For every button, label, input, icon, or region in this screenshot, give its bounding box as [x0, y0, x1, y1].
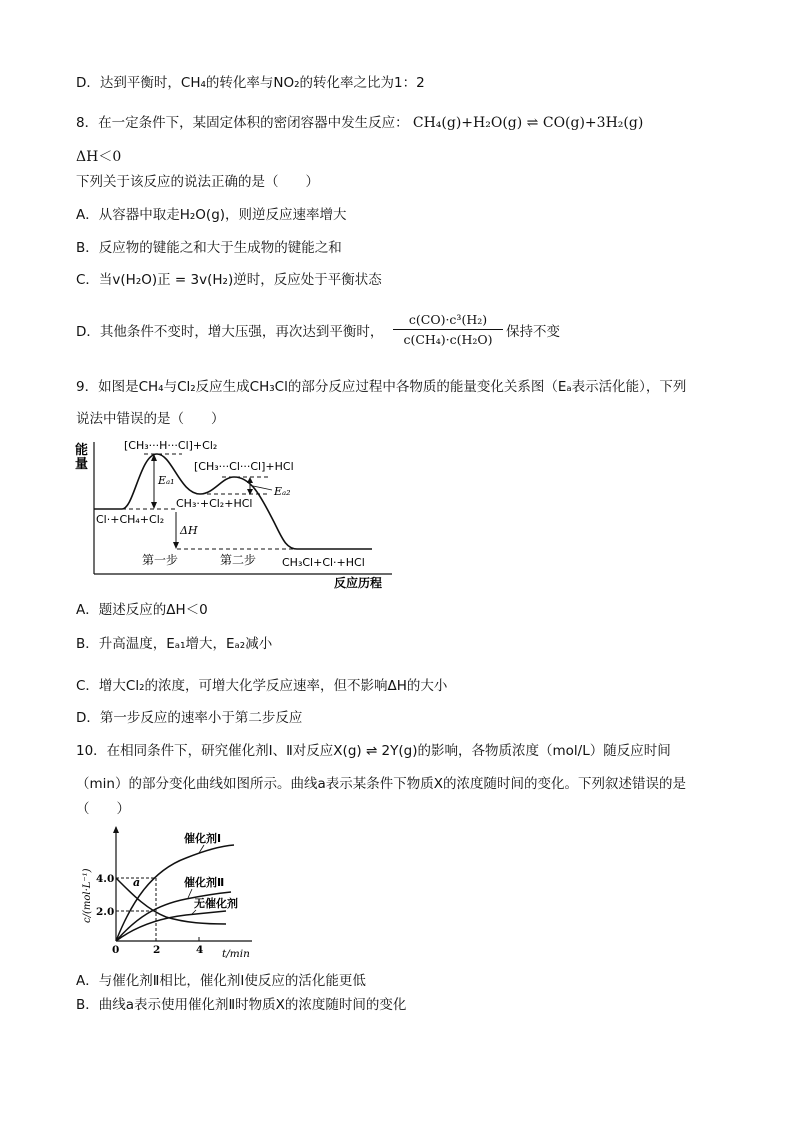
intermediate-label: CH₃·+Cl₂+HCl [176, 497, 253, 510]
q8-option-d-fraction [393, 312, 503, 347]
q9-option-c: C．增大Cl₂的浓度，可增大化学反应速率，但不影响ΔH的大小 [76, 678, 448, 694]
concentration-time-graph [76, 823, 266, 965]
q8-stem-row [76, 113, 643, 133]
delta-h-arrow-head [173, 542, 179, 549]
step2-label: 第二步 [220, 553, 257, 567]
concentration-axis-label: c/(mol·L⁻¹) [82, 868, 93, 923]
q8-question: 下列关于该反应的说法正确的是（ ） [76, 174, 319, 190]
energy-axis-label-2: 量 [75, 457, 89, 472]
y-tick-2: 2.0 [96, 906, 115, 918]
products-label: CH₃Cl+Cl·+HCl [282, 556, 365, 569]
q9-stem-line2: 说法中错误的是（ ） [76, 411, 225, 427]
progress-axis-label: 反应历程 [334, 576, 383, 590]
fraction-numerator: c(CO)·c³(H₂) [393, 312, 503, 330]
q9-option-a: A．题述反应的ΔH＜0 [76, 602, 208, 618]
curve-a-label: a [133, 876, 141, 889]
q10-option-b: B．曲线a表示使用催化剂Ⅱ时物质X的浓度随时间的变化 [76, 997, 407, 1013]
concentration-axis-arrow [113, 826, 119, 833]
q10-stem-line2: （min）的部分变化曲线如图所示。曲线a表示某条件下物质X的浓度随时间的变化。下列叙述错误的是 [76, 776, 686, 792]
energy-axis-label-1: 能 [75, 443, 89, 458]
q10-stem-line1: 10．在相同条件下，研究催化剂Ⅰ、Ⅱ对反应X(g) ⇌ 2Y(g)的影响，各物质浓度（mol/L）随反应时间 [76, 743, 671, 759]
ts1-label: [CH₃···H···Cl]+Cl₂ [124, 439, 218, 452]
q8-option-d-prefix: D．其他条件不变时，增大压强，再次达到平衡时， [76, 324, 384, 340]
ea1-label: Eₐ₁ [158, 474, 175, 487]
ea1-arrow-head-down [151, 502, 157, 509]
q9-option-d: D．第一步反应的速率小于第二步反应 [76, 710, 303, 726]
q9-option-b: B．升高温度，Eₐ₁增大，Eₐ₂减小 [76, 636, 273, 652]
curve-no-catalyst [116, 911, 226, 941]
catalyst-1-label: 催化剂Ⅰ [184, 832, 222, 845]
q9-stem-line1: 9．如图是CH₄与Cl₂反应生成CH₃Cl的部分反应过程中各物质的能量变化关系图（Eₐ表示活化能），下列 [76, 379, 687, 395]
catalyst-2-label: 催化剂Ⅱ [184, 876, 225, 889]
y-tick-4: 4.0 [96, 873, 115, 885]
time-axis-label: t/min [222, 948, 250, 960]
q8-delta-h: ΔH＜0 [76, 149, 122, 165]
ea2-label: Eₐ₂ [274, 485, 291, 498]
q10-stem-line3: （ ） [76, 801, 130, 817]
q8-option-c: C．当v(H₂O)正 = 3v(H₂)逆时，反应处于平衡状态 [76, 272, 382, 288]
q8-option-d-suffix: 保持不变 [506, 324, 560, 340]
step1-label: 第一步 [142, 553, 179, 567]
q8-option-a: A．从容器中取走H₂O(g)，则逆反应速率增大 [76, 207, 347, 223]
energy-diagram [72, 432, 402, 592]
no-catalyst-label: 无催化剂 [194, 897, 238, 910]
q8-stem: 8．在一定条件下，某固定体积的密闭容器中发生反应： [76, 115, 409, 131]
q7-option-d: D．达到平衡时，CH₄的转化率与NO₂的转化率之比为1：2 [76, 75, 425, 91]
q10-option-a: A．与催化剂Ⅱ相比，催化剂Ⅰ使反应的活化能更低 [76, 973, 366, 989]
q8-option-b: B．反应物的键能之和大于生成物的键能之和 [76, 240, 342, 256]
x-tick-2: 2 [153, 944, 161, 956]
reactants-label: Cl·+CH₄+Cl₂ [96, 513, 165, 526]
fraction-denominator: c(CH₄)·c(H₂O) [403, 332, 493, 347]
x-tick-4: 4 [196, 944, 204, 956]
x-tick-0: 0 [112, 944, 120, 956]
ea2-arrow-head-up [247, 477, 253, 483]
catalyst-2-pointer [188, 889, 192, 898]
curve-catalyst-1 [116, 845, 234, 941]
q8-equation: CH₄(g)+H₂O(g) ⇌ CO(g)+3H₂(g) [412, 115, 644, 131]
ts2-label: [CH₃···Cl···Cl]+HCl [194, 460, 294, 473]
delta-h-label: ΔH [180, 524, 198, 537]
